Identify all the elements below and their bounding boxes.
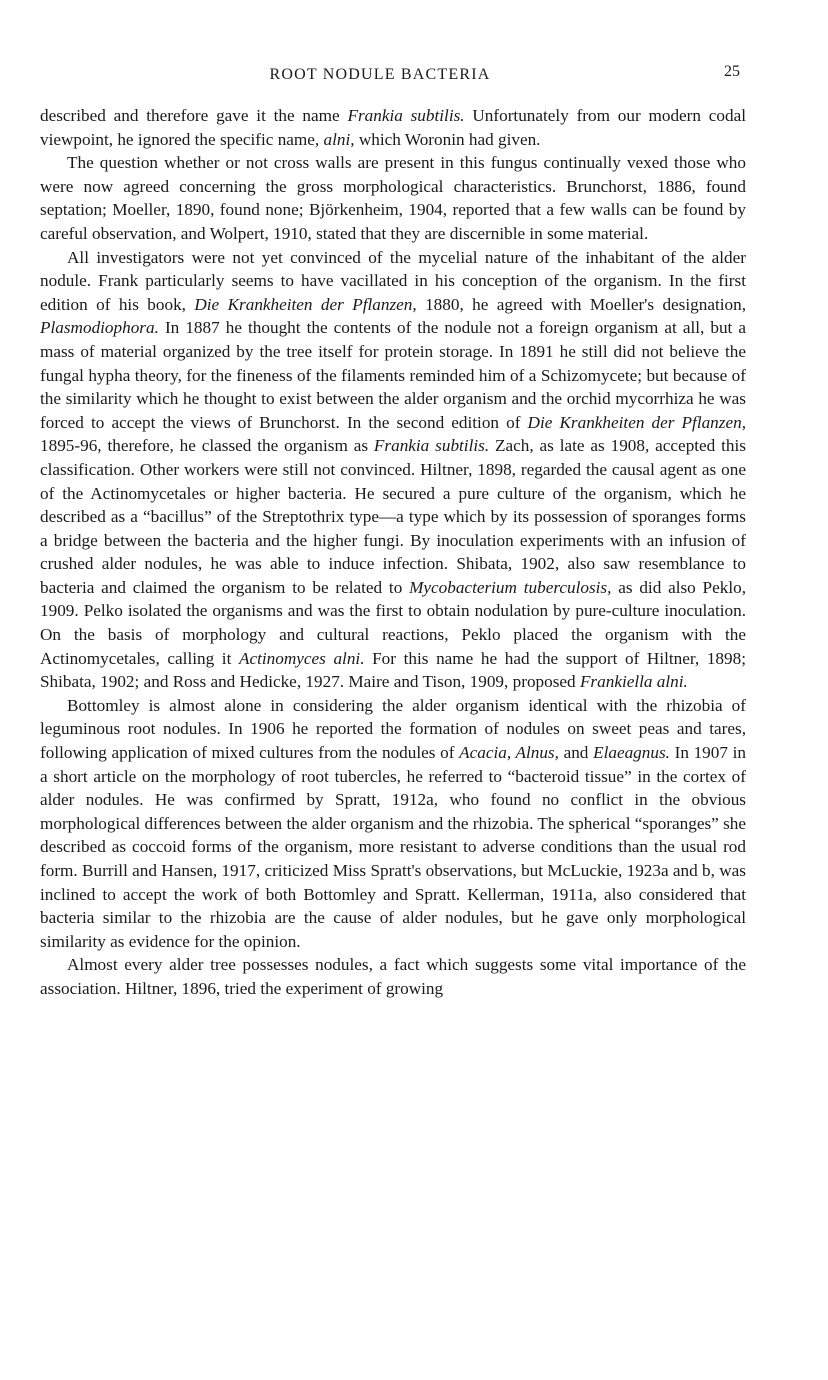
paragraph	[40, 151, 746, 245]
italic-term: alni,	[323, 129, 355, 149]
text-run: The question whether or not cross walls are present in this fungus continually vexed those who were now agreed concerning the gross morphological characteristics. Brunchorst, 1886, found septation; Moeller, 1890, found none; Björkenheim, 1904, reported that a few walls can be found by careful observation, and Wolpert, 1910, stated that they are discernible in some material.	[40, 153, 746, 243]
text-run: Zach, as late as 1908, accepted this classification. Other workers were still not convinced. Hiltner, 1898, regarded the causal agent as one of the Actinomycetales or higher bacteria. He secured a pure culture of the organism, which he described as a “bacillus” of the Streptothrix type—a type which by its possession of sporanges forms a bridge between the bacteria and the higher fungi. By inoculation experiments with an infusion of crushed alder nodules, he was able to induce infection. Shibata, 1902, also saw resemblance to bacteria and claimed the organism to be related to	[40, 436, 746, 597]
text-run: described and therefore gave it the name	[40, 106, 348, 125]
italic-term: Frankiella alni.	[579, 672, 688, 692]
italic-term: Acacia, Alnus,	[459, 743, 559, 763]
page-number: 25	[724, 63, 740, 80]
text-run: Unfortunately from our modern codal viewpoint, he ignored the specific name,	[40, 106, 747, 149]
running-head	[40, 63, 740, 90]
text-run: as did also Peklo, 1909. Pelko isolated the organisms and was the first to obtain nodulation by pure-culture inoculation. On the basis of morphology and cultural reactions, Peklo placed the organism with the Actinomycetales, calling it	[40, 577, 746, 668]
text-run: In 1907 in a short article on the morphology of root tubercles, he referred to “bacteroid tissue” in the cortex of alder nodules. He was confirmed by Spratt, 1912a, who found no conflict in the obvious morphological differences between the alder organism and the rhizobia. The spherical “sporanges” she described as coccoid forms of the organism, more resistant to adverse conditions than the usual rod form. Burrill and Hansen, 1917, criticized Miss Spratt's observations, but McLuckie, 1923a and b, was inclined to accept the work of both Bottomley and Spratt. Kellerman, 1911a, also considered that bacteria similar to the rhizobia are the cause of alder nodules, but he gave only morphological similarity as evidence for the opinion.	[40, 743, 747, 951]
text-run: 1880, he agreed with Moeller's designation,	[416, 294, 746, 314]
paragraph	[40, 246, 746, 694]
body-text	[40, 104, 746, 1001]
text-run: 1895-96, therefore, he classed the organism as	[40, 436, 374, 456]
text-run: All investigators were not yet convinced of the mycelial nature of the inhabitant of the alder nodule. Frank particularly seems to have vacillated in his conception of the organism. In the first edition of his book,	[40, 247, 746, 314]
italic-term: Frankia subtilis.	[347, 106, 465, 125]
italic-term: Die Krankheiten der Pflanzen,	[527, 412, 746, 432]
paragraph	[40, 953, 746, 1000]
running-title: ROOT NODULE BACTERIA	[269, 66, 491, 83]
text-run: which Woronin had given.	[354, 129, 541, 149]
italic-term: Elaeagnus.	[593, 743, 670, 763]
italic-term: Die Krankheiten der Pflanzen,	[194, 294, 417, 314]
paragraph	[40, 694, 746, 954]
text-run: For this name he had the support of Hiltner, 1898; Shibata, 1902; and Ross and Hedicke, 1927. Maire and Tison, 1909, proposed	[40, 648, 746, 692]
text-run: Bottomley is almost alone in considering the alder organism identical with the rhizobia of leguminous root nodules. In 1906 he reported the formation of nodules on sweet peas and tares, following application of mixed cultures from the nodules of	[40, 695, 746, 763]
paragraph	[40, 104, 746, 151]
italic-term: Plasmodiophora.	[40, 318, 159, 338]
italic-term: Frankia subtilis.	[373, 436, 490, 456]
text-run: In 1887 he thought the contents of the nodule not a foreign organism at all, but a mass of material organized by the tree itself for protein storage. In 1891 he still did not believe the fungal hypha theory, for the fineness of the filaments reminded him of a Schizomycete; but because of the similarity which he thought to exist between the alder organism and the orchid mycorrhiza he was forced to accept the views of Brunchorst. In the second edition of	[40, 318, 746, 432]
text-run: Almost every alder tree possesses nodules, a fact which suggests some vital importance of the association. Hiltner, 1896, tried the experiment of growing	[40, 955, 746, 998]
text-run: and	[558, 743, 594, 763]
italic-term: Mycobacterium tuberculosis,	[409, 577, 612, 597]
italic-term: Actinomyces alni.	[238, 648, 365, 668]
